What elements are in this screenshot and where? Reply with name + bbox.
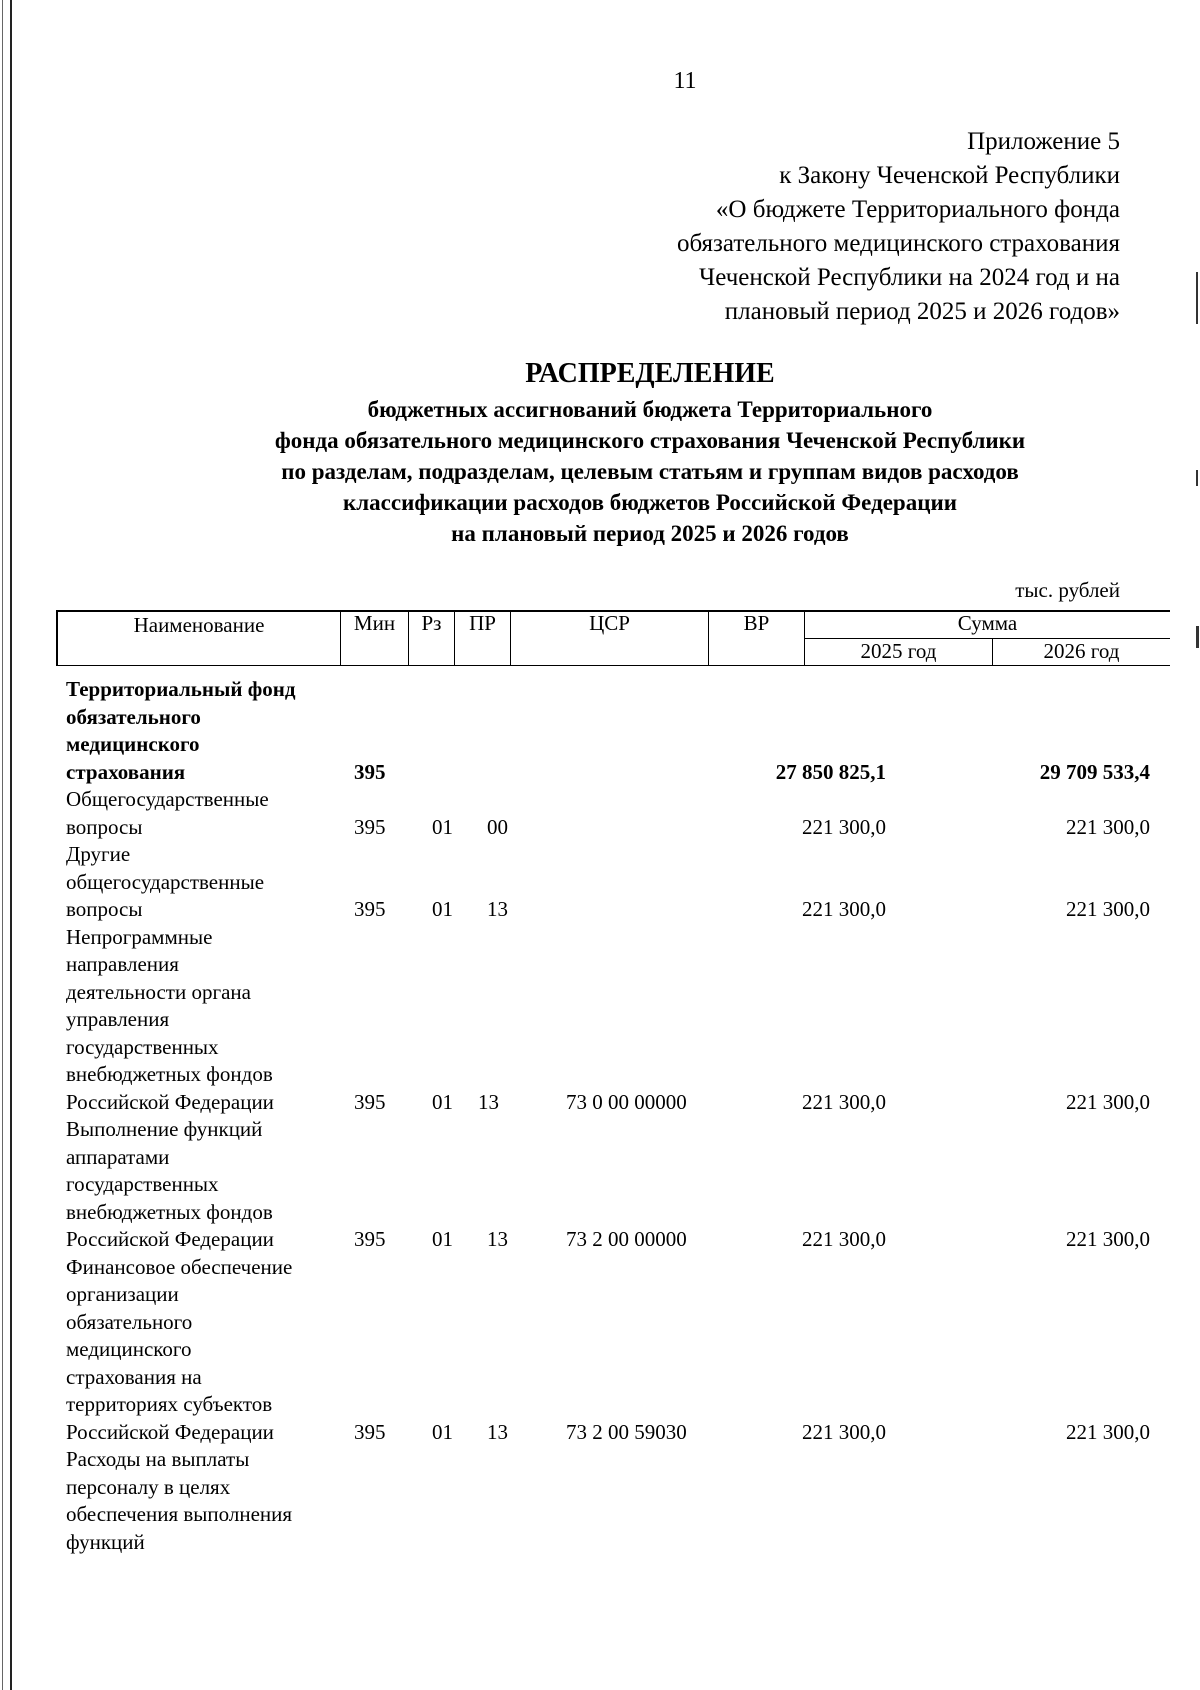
scan-edge-line [10,0,12,1690]
cell-rz: 01 [432,897,453,921]
row-name-line: Общегосударственные [66,787,269,811]
row-name-line: государственных [66,1034,219,1059]
table-header [56,610,1170,666]
appendix-block [677,125,1120,329]
cell-min: 395 [354,759,386,784]
cell-min: 395 [354,1227,386,1251]
header-rz: Рз [421,611,442,635]
cell-sum-2026: 221 300,0 [1066,1419,1150,1444]
scan-mark [1196,626,1199,648]
cell-sum-2026: 221 300,0 [1066,1227,1150,1251]
scan-mark [1196,470,1198,486]
cell-sum-2025: 221 300,0 [802,1419,886,1444]
row-name-line: Российской Федерации [66,1089,274,1114]
row-name [56,1446,336,1556]
row-name-line: обязательного [66,704,201,729]
row-name-line: деятельности органа [66,979,251,1004]
row-name-line: обеспечения выполнения [66,1502,293,1526]
cell-rz: 01 [432,1227,453,1251]
row-name-line: общегосударственные [66,869,265,894]
cell-csr: 73 0 00 00000 [566,1089,687,1114]
table-row [56,676,1170,786]
row-name [56,786,336,841]
row-name-line: территориях субъектов [66,1392,273,1416]
cell-pr: 00 [487,814,508,839]
row-name-line: Территориальный фонд [66,677,296,701]
row-name-line: медицинского [66,1337,192,1361]
row-name-line: внебюджетных фондов [66,1062,273,1086]
row-name [56,1116,336,1254]
page-number: 11 [673,68,697,94]
title-line: классификации расходов бюджетов Российской Федерации [343,490,957,515]
cell-rz: 01 [432,1419,453,1444]
row-name-line: страхования [66,759,186,784]
scan-edge-line [2,0,3,1690]
cell-min: 395 [354,814,386,839]
unit-label: тыс. рублей [1015,578,1120,602]
appendix-line: плановый период 2025 и 2026 годов» [724,298,1120,325]
row-name [56,924,336,1117]
document-title [130,354,1170,549]
cell-sum-2026: 221 300,0 [1066,1089,1150,1114]
cell-csr: 73 2 00 00000 [566,1227,687,1251]
title-line: бюджетных ассигнований бюджета Территориального [367,397,933,422]
cell-min: 395 [354,1089,386,1114]
cell-sum-2026: 221 300,0 [1066,814,1150,839]
row-name [56,841,336,924]
cell-sum-2026: 29 709 533,4 [1039,759,1150,784]
table-row [56,786,1170,841]
title-line: на плановый период 2025 и 2026 годов [451,521,849,546]
cell-pr: 13 [487,897,508,921]
row-name-line: вопросы [66,897,143,921]
row-name-line: Расходы на выплаты [66,1447,250,1471]
title-main: РАСПРЕДЕЛЕНИЕ [525,358,775,389]
row-name-line: внебюджетных фондов [66,1199,273,1224]
appendix-line: обязательного медицинского страхования [676,230,1120,257]
row-name [56,676,336,786]
table-row [56,1446,1170,1556]
table-body [56,676,1170,1556]
title-line: фонда обязательного медицинского страхования Чеченской Республики [274,428,1026,453]
table-row [56,924,1170,1117]
cell-rz: 01 [432,814,453,839]
title-line: по разделам, подразделам, целевым статьям и группам видов расходов [281,459,1019,484]
appendix-line: «О бюджете Территориального фонда [715,196,1120,223]
header-name: Наименование [133,613,265,637]
row-name-line: аппаратами [66,1144,170,1169]
row-name-line: персоналу в целях [66,1474,231,1499]
header-2025: 2025 год [860,639,937,663]
row-name-line: функций [66,1529,145,1554]
header-vr: ВР [743,611,770,635]
row-name-line: Российской Федерации [66,1227,274,1251]
header-csr: ЦСР [589,611,630,635]
header-pr: ПР [469,611,496,635]
table-row [56,1116,1170,1254]
table-row [56,1254,1170,1447]
row-name-line: Непрограммные [66,924,213,949]
cell-pr: 13 [487,1227,508,1251]
cell-sum-2026: 221 300,0 [1066,897,1150,921]
row-name-line: Выполнение функций [66,1117,263,1141]
appendix-line: Чеченской Республики на 2024 год и на [699,264,1120,291]
cell-rz: 01 [432,1089,453,1114]
header-min: Мин [353,611,396,635]
appendix-line: Приложение 5 [967,128,1120,155]
cell-sum-2025: 221 300,0 [802,814,886,839]
cell-pr: 13 [487,1419,508,1444]
header-2026: 2026 год [1043,639,1120,663]
cell-sum-2025: 221 300,0 [802,897,886,921]
row-name-line: медицинского [66,732,200,756]
cell-sum-2025: 27 850 825,1 [775,759,886,784]
header-border [56,665,1170,666]
row-name-line: вопросы [66,814,143,839]
cell-csr: 73 2 00 59030 [566,1419,687,1444]
row-name-line: Российской Федерации [66,1419,274,1444]
scan-mark [1196,272,1198,324]
row-name-line: страхования на [66,1364,202,1389]
row-name-line: Другие [66,842,131,866]
row-name-line: обязательного [66,1309,193,1334]
row-name-line: управления [66,1007,170,1031]
cell-min: 395 [354,897,386,921]
appendix-line: к Закону Чеченской Республики [779,162,1120,189]
row-name-line: Финансовое обеспечение [66,1254,293,1279]
cell-sum-2025: 221 300,0 [802,1089,886,1114]
table-row [56,841,1170,924]
row-name [56,1254,336,1447]
cell-pr: 13 [478,1089,499,1114]
row-name-line: направления [66,952,179,976]
row-name-line: организации [66,1282,179,1306]
cell-min: 395 [354,1419,386,1444]
cell-sum-2025: 221 300,0 [802,1227,886,1251]
header-sum: Сумма [957,611,1018,635]
row-name-line: государственных [66,1172,219,1196]
